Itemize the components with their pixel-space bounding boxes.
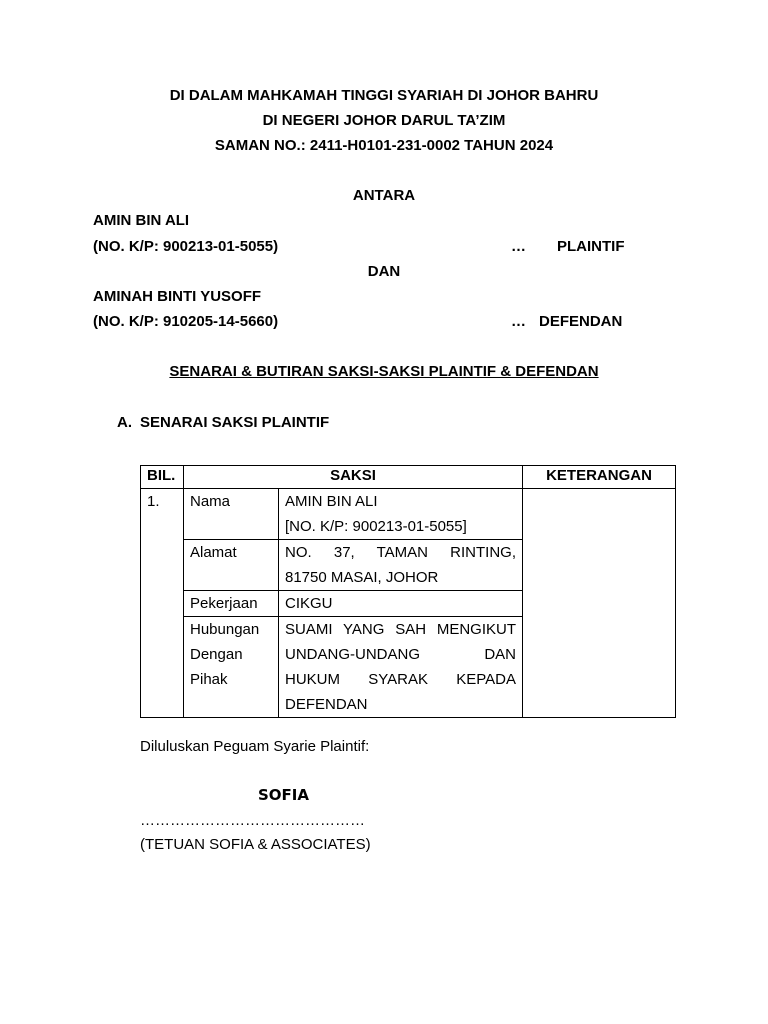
dan-label: DAN [367, 263, 401, 280]
hubungan-line4: DEFENDAN [285, 696, 368, 713]
hubungan-value [279, 617, 523, 718]
alamat-line2: 81750 MASAI, JOHOR [285, 569, 439, 586]
defendant-role: DEFENDAN [539, 313, 623, 330]
court-heading-line1: DI DALAM MAHKAMAH TINGGI SYARIAH DI JOHOR BAHRU [169, 87, 599, 104]
header-saksi: SAKSI [184, 466, 523, 489]
plaintiff-dots: … [511, 238, 526, 255]
pekerjaan-value: CIKGU [279, 591, 523, 617]
signature-dots: ……………………………………… [140, 812, 365, 829]
alamat-label: Alamat [184, 540, 279, 591]
table-row [141, 489, 676, 540]
court-heading-line2: DI NEGERI JOHOR DARUL TA’ZIM [262, 112, 506, 129]
pekerjaan-label: Pekerjaan [184, 591, 279, 617]
defendant-id: (NO. K/P: 910205-14-5660) [93, 313, 279, 330]
antara-label: ANTARA [352, 187, 416, 204]
alamat-line1: NO. 37, TAMAN RINTING, [285, 544, 516, 561]
keterangan-cell [523, 489, 676, 718]
defendant-name: AMINAH BINTI YUSOFF [93, 288, 262, 305]
hubungan-line1: SUAMI YANG SAH MENGIKUT [285, 621, 516, 638]
case-number: SAMAN NO.: 2411-H0101-231-0002 TAHUN 2024 [214, 137, 554, 154]
approval-text: Diluluskan Peguam Syarie Plaintif: [140, 738, 370, 755]
signature-name: SOFIA [258, 786, 309, 804]
hubungan-label [184, 617, 279, 718]
header-bil: BIL. [141, 466, 184, 489]
alamat-value [279, 540, 523, 591]
row-bil: 1. [141, 489, 184, 718]
hubungan-line2: UNDANG-UNDANG DAN [285, 646, 516, 663]
nama-line2: [NO. K/P: 900213-01-5055] [285, 518, 467, 535]
plaintiff-name: AMIN BIN ALI [93, 212, 190, 229]
witness-table [140, 465, 676, 718]
section-a-title: SENARAI SAKSI PLAINTIF [140, 414, 330, 431]
defendant-dots: … [511, 313, 526, 330]
table-header-row [141, 466, 676, 489]
hubungan-label-line2: Dengan [190, 646, 243, 663]
hubungan-line3: HUKUM SYARAK KEPADA [285, 671, 516, 688]
document-title: SENARAI & BUTIRAN SAKSI-SAKSI PLAINTIF & DEFENDAN [169, 363, 599, 380]
hubungan-label-line3: Pihak [190, 671, 228, 688]
firm-name: (TETUAN SOFIA & ASSOCIATES) [140, 836, 371, 853]
plaintiff-id: (NO. K/P: 900213-01-5055) [93, 238, 279, 255]
hubungan-label-line1: Hubungan [190, 621, 260, 638]
nama-value [279, 489, 523, 540]
section-a-letter: A. [117, 414, 132, 431]
header-keterangan: KETERANGAN [523, 466, 676, 489]
nama-label: Nama [184, 489, 279, 540]
nama-line1: AMIN BIN ALI [285, 493, 378, 510]
plaintiff-role: PLAINTIF [557, 238, 625, 255]
